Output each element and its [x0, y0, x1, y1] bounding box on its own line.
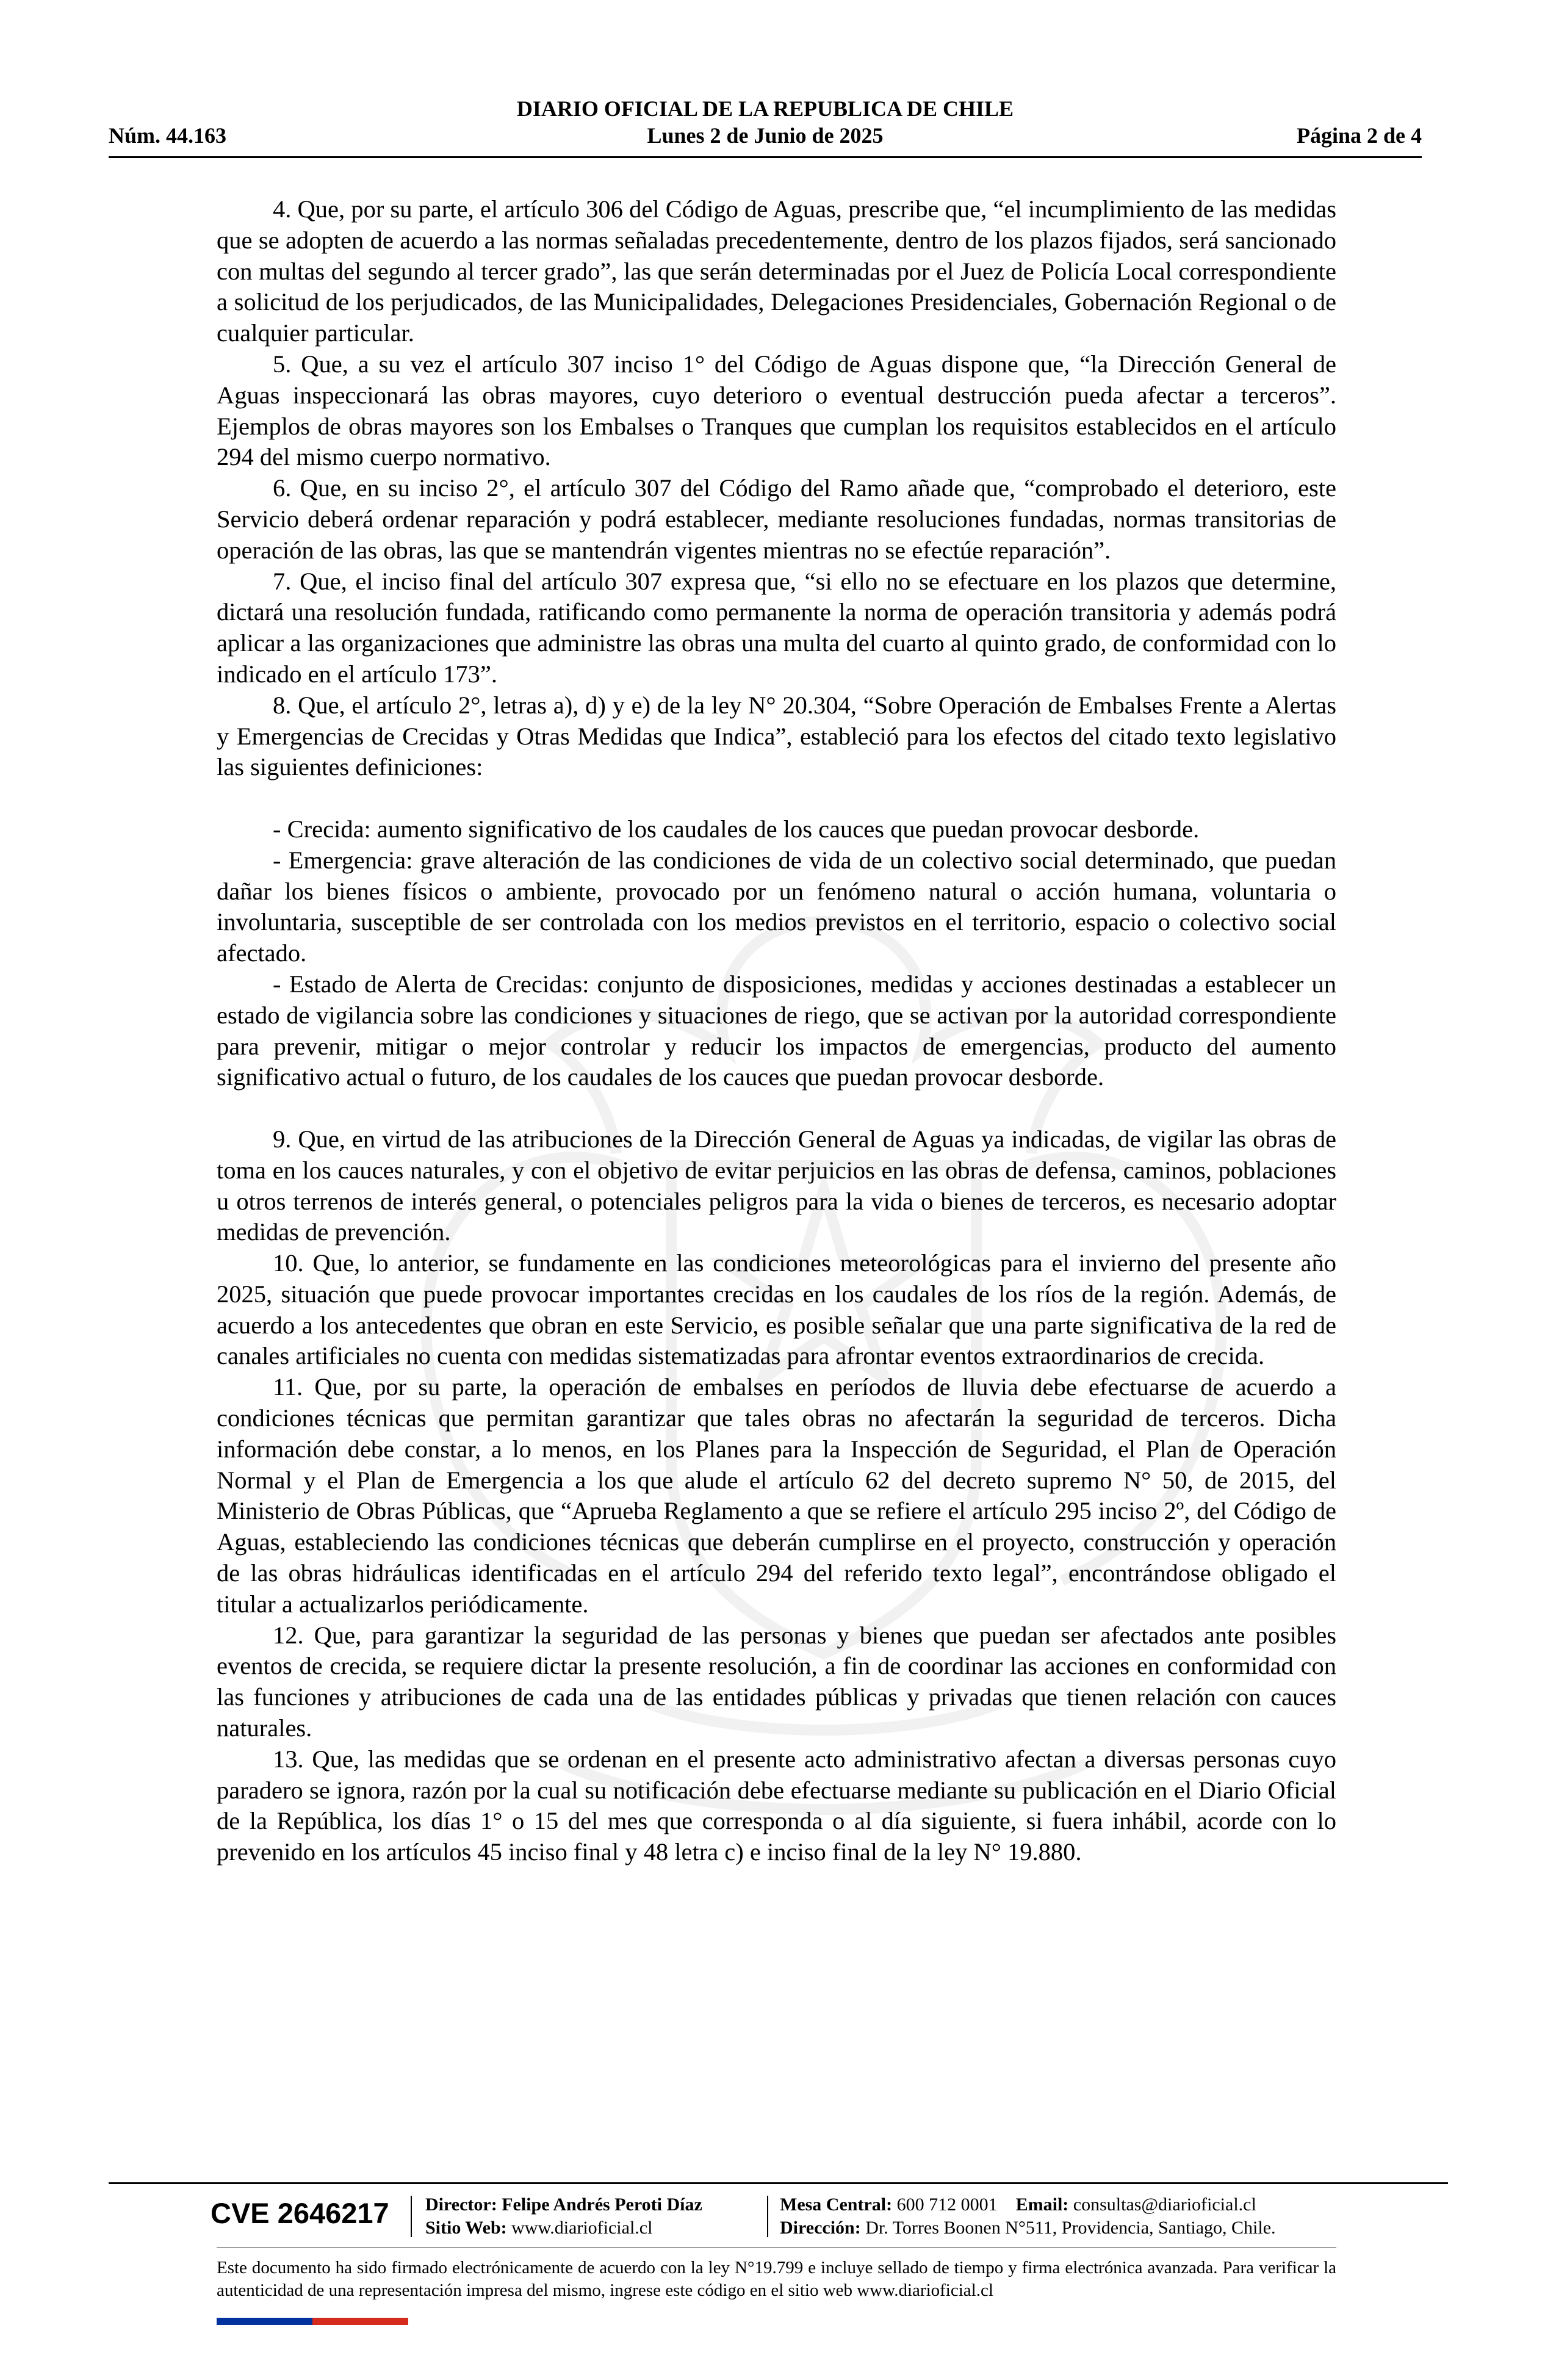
address-label: Dirección: — [780, 2218, 861, 2238]
director-name: Felipe Andrés Peroti Díaz — [502, 2194, 702, 2215]
cve-code: CVE 2646217 — [211, 2197, 389, 2229]
issue-number: Núm. 44.163 — [109, 123, 227, 148]
paragraph-6: 6. Que, en su inciso 2°, el artículo 307 del Código del Ramo añade que, “comprobado el deterioro, este Servicio deberá ordenar reparación y podrá establecer, mediante resoluciones fundadas, normas transitorias de operación de las obras, las que se mantendrán vigentes mientras no se efectúe reparación”. — [217, 474, 1336, 564]
flag-blue-stripe — [217, 2318, 312, 2325]
document-body — [217, 194, 1336, 1868]
address-value: Dr. Torres Boonen N°511, Providencia, Santiago, Chile. — [865, 2218, 1276, 2238]
publication-title: DIARIO OFICIAL DE LA REPUBLICA DE CHILE — [516, 96, 1014, 121]
definition-emergencia: - Emergencia: grave alteración de las condiciones de vida de un colectivo social determinado, que puedan dañar los bienes físicos o ambiente, provocado por un fenómeno natural o acción humana, voluntaria o involuntaria, susceptible de ser controlada con los medios previstos en el territorio, espacio o colectivo social afectado. — [217, 846, 1336, 967]
website-link[interactable]: www.diarioficial.cl — [511, 2218, 653, 2238]
header-divider — [109, 156, 1422, 158]
footer-divider — [109, 2182, 1448, 2184]
issue-date: Lunes 2 de Junio de 2025 — [647, 123, 884, 148]
paragraph-11: 11. Que, por su parte, la operación de embalses en períodos de lluvia debe efectuarse de acuerdo a condiciones técnicas que permitan garantizar que tales obras no afectarán la seguridad de terceros. Dicha información debe constar, a lo menos, en los Planes para la Inspección de Seguridad, el Plan de Operación Normal y el Plan de Emergencia a los que alude el artículo 62 del decreto supremo N° 50, de 2015, del Ministerio de Obras Públicas, que “Aprueba Reglamento a que se refiere el artículo 295 inciso 2º, del Código de Aguas, estableciendo las condiciones técnicas que deberán cumplirse en el proyecto, construcción y operación de las obras hidráulicas identificadas en el artículo 294 del referido texto legal”, encontrándose obligado el titular a actualizarlos periódicamente. — [217, 1373, 1336, 1618]
email-link[interactable]: consultas@diarioficial.cl — [1073, 2194, 1256, 2215]
paragraph-9: 9. Que, en virtud de las atribuciones de la Dirección General de Aguas ya indicadas, de vigilar las obras de toma en los cauces naturales, y con el objetivo de evitar perjuicios en las obras de defensa, caminos, poblaciones u otros terrenos de interés general, o potenciales peligros para la vida o bienes de terceros, es necesario adoptar medidas de prevención. — [217, 1125, 1336, 1246]
footer-separator — [767, 2196, 768, 2237]
paragraph-4: 4. Que, por su parte, el artículo 306 del Código de Aguas, prescribe que, “el incumplimiento de las medidas que se adopten de acuerdo a las normas señaladas precedentemente, dentro de los plazos fijados, será sancionado con multas del segundo al tercer grado”, las que serán determinadas por el Juez de Policía Local correspondiente a solicitud de los perjudicados, de las Municipalidades, Delegaciones Presidenciales, Gobernación Regional o de cualquier particular. — [217, 195, 1336, 347]
footer-director-block — [425, 2193, 702, 2240]
paragraph-12: 12. Que, para garantizar la seguridad de las personas y bienes que puedan ser afectados ante posibles eventos de crecida, se requiere dictar la presente resolución, a fin de coordinar las acciones en conformidad con las funciones y atribuciones de cada una de las entidades públicas y privadas que tienen relación con cauces naturales. — [217, 1621, 1336, 1742]
flag-red-stripe — [312, 2318, 408, 2325]
header-row — [109, 122, 1422, 149]
paragraph-7: 7. Que, el inciso final del artículo 307 expresa que, “si ello no se efectuare en los plazos que determine, dictará una resolución fundada, ratificando como permanente la norma de operación transitoria y además podrá aplicar a las organizaciones que administre las obras una multa del cuarto al quinto grado, de conformidad con lo indicado en el artículo 173”. — [217, 567, 1336, 688]
page-number: Página 2 de 4 — [1296, 123, 1422, 148]
paragraph-13: 13. Que, las medidas que se ordenan en el presente acto administrativo afectan a diversas personas cuyo paradero se ignora, razón por la cual su notificación debe efectuarse mediante su publicación en el Diario Oficial de la República, los días 1° o 15 del mes que corresponda o al día siguiente, si fuera inhábil, acorde con lo prevenido en los artículos 45 inciso final y 48 letra c) e inciso final de la ley N° 19.880. — [217, 1745, 1336, 1866]
paragraph-8: 8. Que, el artículo 2°, letras a), d) y e) de la ley N° 20.304, “Sobre Operación de Embalses Frente a Alertas y Emergencias de Crecidas y Otras Medidas que Indica”, estableció para los efectos del citado texto legislativo las siguientes definiciones: — [217, 691, 1336, 781]
footer-contact-block — [780, 2193, 1276, 2240]
website-label: Sitio Web: — [425, 2218, 507, 2238]
mesa-central-phone: 600 712 0001 — [896, 2194, 998, 2215]
definition-crecida: - Crecida: aumento significativo de los caudales de los cauces que puedan provocar desborde. — [273, 815, 1200, 843]
page-header — [109, 92, 1422, 156]
paragraph-10: 10. Que, lo anterior, se fundamente en las condiciones meteorológicas para el invierno del presente año 2025, situación que puede provocar importantes crecidas en los caudales de los ríos de la región. Además, de acuerdo a los antecedentes que obran en este Servicio, es posible señalar que una parte significativa de la red de canales artificiales no cuenta con medidas sistematizadas para afrontar eventos extraordinarios de crecida. — [217, 1249, 1336, 1370]
paragraph-5: 5. Que, a su vez el artículo 307 inciso 1° del Código de Aguas dispone que, “la Dirección General de Aguas inspeccionará las obras mayores, cuyo deterioro o eventual destrucción pueda afectar a terceros”. Ejemplos de obras mayores son los Embalses o Tranques que cumplan los requisitos establecidos en el artículo 294 del mismo cuerpo normativo. — [217, 350, 1336, 471]
legal-notice: Este documento ha sido firmado electrónicamente de acuerdo con la ley N°19.799 e incluye sellado de tiempo y firma electrónica avanzada. Para verificar la autenticidad de una representación impresa del mismo, ingrese este código en el sitio web www.diarioficial.cl — [217, 2258, 1336, 2300]
email-label: Email: — [1015, 2194, 1069, 2215]
director-label: Director: — [425, 2194, 497, 2215]
mesa-central-label: Mesa Central: — [780, 2194, 893, 2215]
flag-stripe — [217, 2318, 408, 2325]
definition-estado-alerta: - Estado de Alerta de Crecidas: conjunto de disposiciones, medidas y acciones destinadas a establecer un estado de vigilancia sobre las condiciones y situaciones de riego, que se activan por la autoridad correspondiente para prevenir, mitigar o mejor controlar y reducir los impactos de emergencias, producto del aumento significativo actual o futuro, de los caudales de los cauces que puedan provocar desborde. — [217, 970, 1336, 1091]
footer-separator — [411, 2196, 412, 2237]
